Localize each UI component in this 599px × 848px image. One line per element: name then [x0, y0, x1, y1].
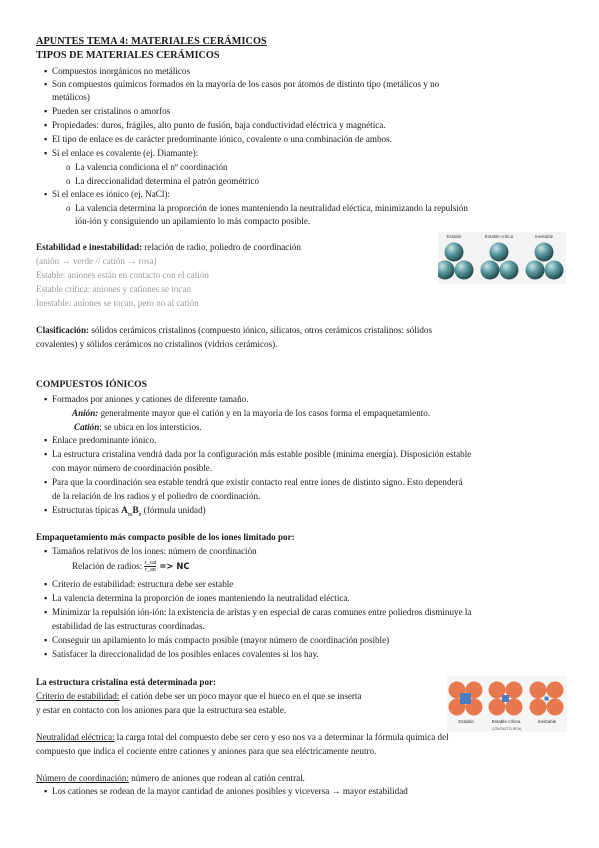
stability-criterion-line: Criterio de estabilidad: el catión debe ser un poco mayor que el hueco en el que se inserta — [36, 691, 362, 701]
classification-line-2: covalentes) y sólidos cerámicos no cristalinos (vidrios cerámicos). — [36, 339, 278, 349]
fig2-caption: CONTACTO REAL — [491, 727, 523, 731]
coordination-label: Número de coordinación: — [36, 773, 129, 783]
stability-label: Estabilidad e inestabilidad: — [36, 242, 143, 252]
sub-list-item: o La valencia condiciona el nº coordinación — [66, 162, 228, 172]
list-item: ▪ Para que la coordinación sea estable tendrá que existir contacto real entre iones de distinto signo. Esto dependerá — [44, 477, 463, 487]
cation-square — [545, 697, 549, 701]
list-item: ▪ Son compuestos químicos formados en la mayoría de los casos por átomos de distinto tipo (metálicos y no — [44, 79, 440, 89]
anion-circle — [547, 699, 564, 716]
list-item: ▪ Propiedades: duros, frágiles, alto punto de fusión, baja conductividad eléctrica y magnética. — [44, 120, 386, 130]
neutrality-line-2: compuesto que indica el cociente entre cationes y aniones para que sea eléctricamente neutro. — [36, 746, 377, 756]
anion-sphere — [455, 261, 474, 280]
neutrality-line: Neutralidad eléctrica: la carga total del compuesto debe ser cero y eso nos va a determinar la fórmula química del — [36, 732, 449, 742]
coordination-line: Número de coordinación: número de aniones que rodean al catión central. — [36, 773, 305, 783]
fig-label-critical: Estable crítica — [484, 234, 514, 239]
anion-sphere — [535, 243, 554, 262]
list-item: ▪ Si el enlace es covalente (ej. Diamante): — [44, 148, 199, 158]
fig-label-unstable: Inestable — [534, 234, 554, 239]
list-item: ▪ Minimizar la repulsión ión-ión: la existencia de aristas y en especial de caras comunes entre poliedros disminuye la — [44, 607, 472, 617]
cation-line: Catión: se ubica en los intersticios. — [74, 422, 202, 432]
sub-list-item: o La valencia determina la proporción de iones manteniendo la neutralidad eléctica, minimizando la repulsión — [66, 203, 468, 213]
fig2-label-stable: Estable — [458, 719, 474, 724]
anion-sphere — [526, 261, 545, 280]
fig2-label-unstable: Inestable — [537, 719, 557, 724]
classification-label: Clasificación: — [36, 325, 90, 335]
crystal-heading: La estructura cristalina está determinada por: — [36, 677, 217, 687]
list-item: ▪ El tipo de enlace es de carácter predominante iónico, covalente o una combinación de ambos. — [44, 134, 392, 144]
list-item-continuation: estabilidad de las estructuras coordinadas. — [52, 621, 205, 631]
anion-circle — [547, 682, 564, 699]
list-item-continuation: con mayor número de coordinación posible. — [52, 463, 213, 473]
anion-circle — [530, 682, 547, 699]
anion-sphere — [481, 261, 500, 280]
anion-sphere — [490, 243, 509, 262]
anion-circle — [530, 699, 547, 716]
list-item: ▪ La estructura cristalina vendrá dada por la configuración más estable posible (mínima energía). Disposición estable — [44, 449, 472, 459]
list-item: ▪ Los cationes se rodean de la mayor cantidad de aniones posibles y viceversa → mayor estabilidad — [44, 786, 408, 796]
sub-list-item: o La direccionalidad determina el patrón geométrico — [66, 176, 260, 186]
list-item: ▪ Enlace predominante iónico. — [44, 435, 157, 445]
anion-sphere — [500, 261, 519, 280]
stability-legend: (anión → verde // catión → rosa) — [36, 256, 157, 266]
stability-figure — [438, 232, 566, 284]
anion-label: Anión: — [72, 408, 99, 418]
section-heading-tipos: TIPOS DE MATERIALES CERÁMICOS — [36, 50, 220, 61]
stability-critical: Estable crítica: aniones y cationes se tocan — [36, 284, 192, 294]
stability-unstable: Inestable: aniones se tocan, pero no al catión — [36, 298, 199, 308]
section-heading-ionicos: COMPUESTOS IÓNICOS — [36, 379, 147, 390]
cation-square — [502, 695, 509, 702]
packing-heading: Empaquetamiento más compacto posible de los iones limitado por: — [36, 532, 295, 542]
radius-ratio-fraction: $\frac{\text{r\_cat}}{r\_an}$ — [144, 560, 157, 574]
list-item-continuation: metálicos) — [52, 92, 90, 102]
cation-label: Catión — [74, 422, 100, 432]
list-item: ▪ Conseguir un apilamiento lo más compacto posible (mayor número de coordinación posible) — [44, 635, 390, 645]
list-item: ▪ Estructuras típicas $A_mB_n$ (fórmula unidad) — [44, 505, 206, 518]
list-item-continuation: de la relación de los radios y el poliedro de coordinación. — [52, 491, 261, 501]
stability-criterion-line-2: y estar en contacto con los aniones para que la estructura sea estable. — [36, 705, 287, 715]
list-item: ▪ Compuestos inorgánicos no metálicos — [44, 66, 190, 76]
list-item: ▪ Pueden ser cristalinos o amorfos — [44, 106, 171, 116]
anion-line: Anión: generalmente mayor que el catión y en la mayoría de los casos forma el empaquetamiento. — [72, 408, 431, 418]
fig2-label-critical: Estable crítica — [491, 719, 521, 724]
list-item: ▪ Tamaños relativos de los iones: número de coordinación — [44, 546, 257, 556]
stability-criterion-label: Criterio de estabilidad: — [36, 691, 120, 701]
fig-label-stable: Estable — [446, 234, 462, 239]
list-item: ▪ La valencia determina la proporción de iones manteniendo la neutralidad eléctica. — [44, 593, 350, 603]
sub-list-item-continuation: ión-ión y consiguiendo un apilamiento lo más compacto posible. — [75, 216, 311, 226]
anion-sphere — [445, 243, 464, 262]
radius-ratio-line: Relación de radios: $\frac{\text{r\_cat}}{r\_an}$ => NC — [72, 560, 190, 574]
contact-figure — [447, 676, 567, 732]
list-item: ▪ Satisfacer la direccionalidad de los posibles enlaces covalentes si los hay. — [44, 649, 319, 659]
list-item: ▪ Si el enlace es iónico (ej. NaCl): — [44, 189, 170, 199]
stability-line: Estabilidad e inestabilidad: relación de radio, poliedro de coordinación — [36, 242, 301, 252]
page-title: APUNTES TEMA 4: MATERIALES CERÁMICOS — [36, 36, 267, 47]
anion-sphere — [545, 261, 564, 280]
cation-square — [460, 693, 471, 704]
neutrality-label: Neutralidad eléctrica: — [36, 732, 115, 742]
list-item: ▪ Formados por aniones y cationes de diferente tamaño. — [44, 394, 249, 404]
list-item: ▪ Criterio de estabilidad: estructura debe ser estable — [44, 579, 234, 589]
stability-stable: Estable: aniones están en contacto con el catión — [36, 270, 209, 280]
classification-line: Clasificación: sólidos cerámicos cristalinos (compuesto iónico, silicatos, otros cerámicos cristalinos: sólidos — [36, 325, 433, 335]
